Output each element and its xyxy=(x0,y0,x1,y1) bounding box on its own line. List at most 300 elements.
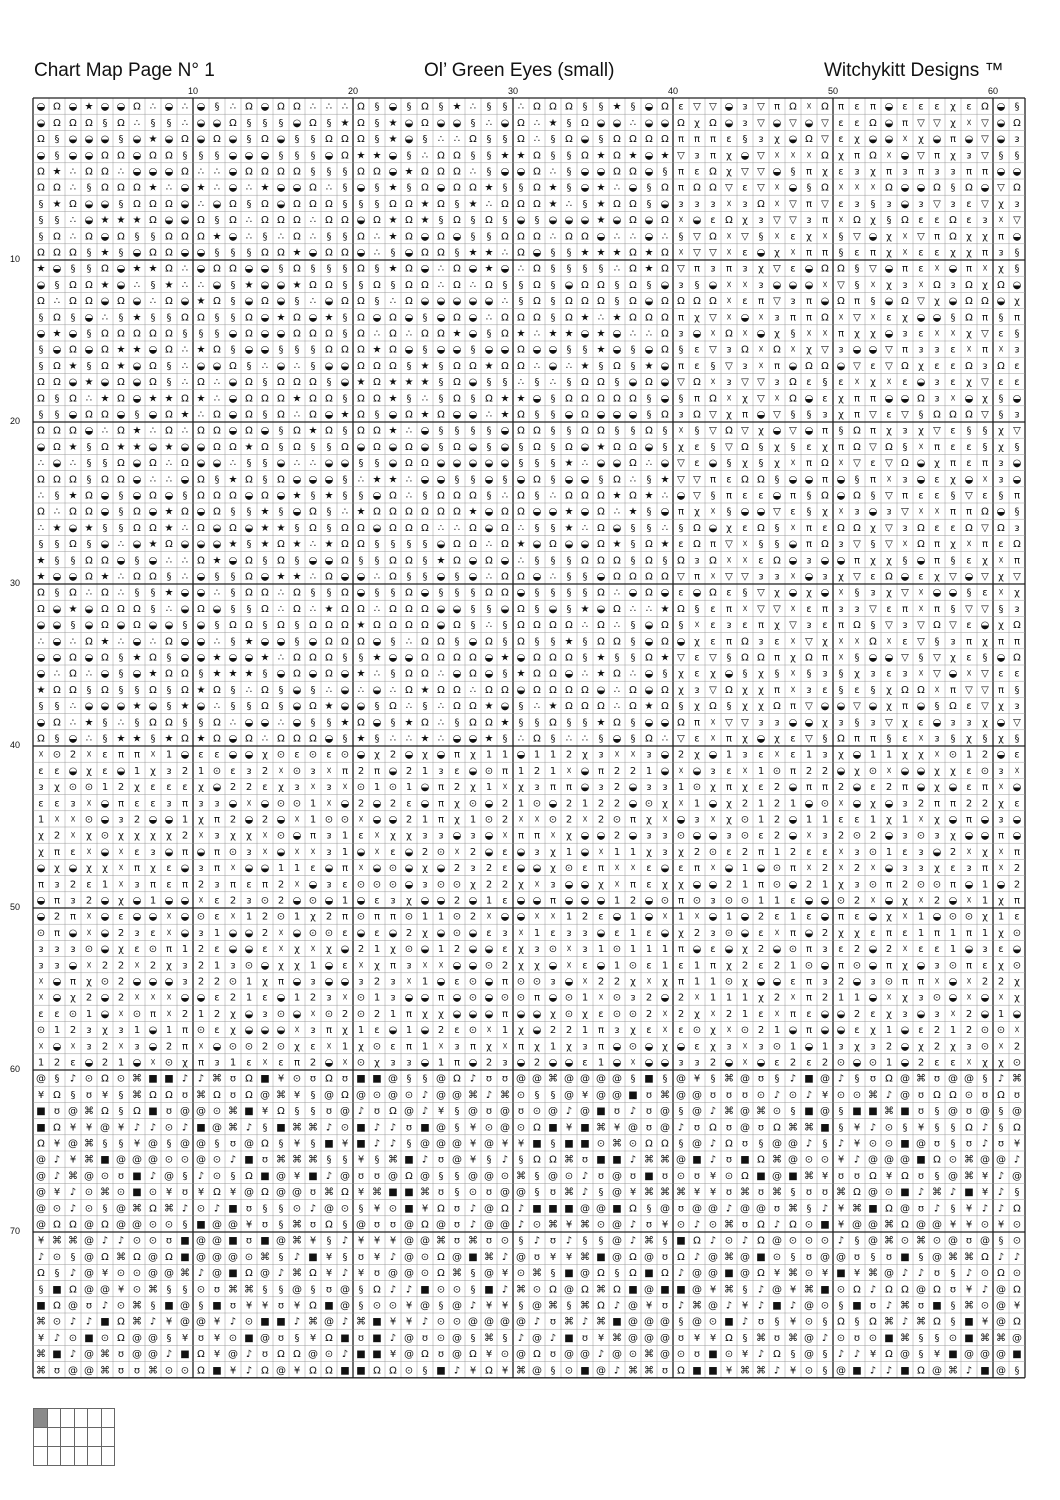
stitch-symbol: ♪ xyxy=(102,1300,108,1311)
stitch-symbol: ◒ xyxy=(133,912,142,923)
stitch-symbol: § xyxy=(999,1236,1004,1247)
stitch-symbol: ◒ xyxy=(517,652,526,663)
stitch-symbol: Ω xyxy=(245,571,253,582)
stitch-symbol: 2 xyxy=(534,1057,540,1068)
stitch-symbol: Ω xyxy=(53,1122,61,1133)
stitch-symbol: Ω xyxy=(325,652,333,663)
stitch-symbol: ★ xyxy=(229,539,238,550)
stitch-symbol: § xyxy=(999,409,1004,420)
stitch-symbol: ◒ xyxy=(645,1057,654,1068)
stitch-symbol: § xyxy=(151,231,156,242)
stitch-symbol: ◒ xyxy=(293,507,302,518)
stitch-symbol: χ xyxy=(678,442,684,453)
stitch-symbol: ◒ xyxy=(37,717,46,728)
stitch-symbol: ◒ xyxy=(405,118,414,129)
stitch-symbol: ☓ xyxy=(902,912,907,923)
stitch-symbol: ♪ xyxy=(758,1300,764,1311)
stitch-symbol: @ xyxy=(740,1106,750,1117)
stitch-symbol: ☓ xyxy=(310,782,315,793)
stitch-symbol: Ω xyxy=(53,685,61,696)
stitch-symbol: 2 xyxy=(550,1025,556,1036)
stitch-symbol: Ω xyxy=(37,377,45,388)
stitch-symbol: χ xyxy=(150,766,156,777)
stitch-symbol: ε xyxy=(950,426,955,437)
stitch-symbol: § xyxy=(455,1171,460,1182)
stitch-symbol: Ω xyxy=(373,166,381,177)
stitch-symbol: ᴈ xyxy=(710,766,715,777)
stitch-symbol: ⊙ xyxy=(341,1203,349,1214)
stitch-symbol: χ xyxy=(182,1057,188,1068)
stitch-symbol: π xyxy=(902,701,908,712)
stitch-symbol: ∴ xyxy=(38,636,44,647)
stitch-symbol: § xyxy=(215,620,220,631)
stitch-symbol: ◒ xyxy=(485,1009,494,1020)
stitch-symbol: Ω xyxy=(901,1219,909,1230)
stitch-symbol: ★ xyxy=(133,264,142,275)
stitch-symbol: ★ xyxy=(165,733,174,744)
stitch-symbol: ⊙ xyxy=(85,1074,93,1085)
stitch-symbol: § xyxy=(151,312,156,323)
stitch-symbol: Ω xyxy=(245,166,253,177)
stitch-symbol: § xyxy=(119,669,124,680)
stitch-symbol: @ xyxy=(356,1219,366,1230)
stitch-symbol: § xyxy=(103,523,108,534)
stitch-symbol: @ xyxy=(900,1090,910,1101)
stitch-symbol: § xyxy=(279,685,284,696)
stitch-symbol: ◒ xyxy=(517,474,526,485)
stitch-symbol: π xyxy=(950,507,956,518)
stitch-symbol: § xyxy=(871,620,876,631)
stitch-symbol: @ xyxy=(916,1138,926,1149)
stitch-symbol: ε xyxy=(966,555,971,566)
stitch-symbol: § xyxy=(327,717,332,728)
stitch-symbol: ∴ xyxy=(438,134,444,145)
stitch-symbol: π xyxy=(982,345,988,356)
stitch-symbol: ★ xyxy=(261,183,270,194)
stitch-symbol: ⊙ xyxy=(885,976,893,987)
stitch-symbol: ★ xyxy=(197,183,206,194)
stitch-symbol: ⊙ xyxy=(453,912,461,923)
stitch-symbol: § xyxy=(519,442,524,453)
stitch-symbol: Ω xyxy=(613,555,621,566)
stitch-symbol: 2 xyxy=(118,928,124,939)
stitch-symbol: @ xyxy=(644,1284,654,1295)
stitch-symbol: § xyxy=(935,1106,940,1117)
stitch-symbol: Ω xyxy=(533,474,541,485)
stitch-symbol: π xyxy=(982,166,988,177)
stitch-symbol: 2 xyxy=(278,879,284,890)
stitch-symbol: § xyxy=(455,1122,460,1133)
stitch-symbol: ◒ xyxy=(357,183,366,194)
stitch-symbol: χ xyxy=(822,636,828,647)
stitch-symbol: § xyxy=(551,409,556,420)
stitch-symbol: Ω xyxy=(293,166,301,177)
stitch-symbol: π xyxy=(822,215,828,226)
stitch-symbol: ♪ xyxy=(118,1236,124,1247)
stitch-symbol: ■ xyxy=(772,1300,781,1311)
stitch-symbol: ∴ xyxy=(630,669,636,680)
stitch-symbol: ◒ xyxy=(133,474,142,485)
stitch-symbol: ◒ xyxy=(293,1009,302,1020)
stitch-symbol: ◒ xyxy=(373,798,382,809)
stitch-symbol: @ xyxy=(772,1284,782,1295)
stitch-symbol: ⊙ xyxy=(629,1138,637,1149)
stitch-symbol: π xyxy=(598,863,604,874)
stitch-symbol: § xyxy=(551,442,556,453)
stitch-symbol: ◒ xyxy=(133,490,142,501)
stitch-symbol: Ω xyxy=(341,345,349,356)
stitch-symbol: ᴈ xyxy=(934,166,939,177)
stitch-symbol: Ω xyxy=(549,1284,557,1295)
stitch-symbol: § xyxy=(375,296,380,307)
stitch-symbol: ◒ xyxy=(181,863,190,874)
stitch-symbol: ∴ xyxy=(310,571,316,582)
stitch-symbol: ◒ xyxy=(69,328,78,339)
stitch-symbol: Ω xyxy=(389,199,397,210)
stitch-symbol: @ xyxy=(404,1349,414,1360)
stitch-symbol: Ω xyxy=(549,1155,557,1166)
stitch-symbol: 1 xyxy=(422,766,428,777)
stitch-symbol: @ xyxy=(532,1333,542,1344)
stitch-symbol: ◒ xyxy=(597,831,606,842)
stitch-symbol: ☓ xyxy=(646,976,651,987)
stitch-symbol: Ω xyxy=(213,733,221,744)
stitch-symbol: ᴈ xyxy=(534,944,539,955)
stitch-symbol: Ω xyxy=(245,620,253,631)
stitch-symbol: ■ xyxy=(676,1284,685,1295)
stitch-symbol: ☓ xyxy=(118,1009,123,1020)
stitch-symbol: Ω xyxy=(229,118,237,129)
stitch-symbol: ■ xyxy=(52,1284,61,1295)
stitch-symbol: χ xyxy=(742,944,748,955)
stitch-symbol: ᴈ xyxy=(854,879,859,890)
stitch-symbol: Ω xyxy=(373,442,381,453)
stitch-symbol: ◒ xyxy=(229,928,238,939)
stitch-symbol: ☓ xyxy=(710,571,715,582)
stitch-symbol: ■ xyxy=(868,1106,877,1117)
stitch-symbol: Ω xyxy=(1013,1122,1021,1133)
stitch-symbol: ⊙ xyxy=(549,814,557,825)
stitch-symbol: ◒ xyxy=(517,1057,526,1068)
stitch-symbol: ⊙ xyxy=(869,1057,877,1068)
stitch-symbol: ⊙ xyxy=(325,928,333,939)
stitch-symbol: ¥ xyxy=(822,1268,828,1279)
stitch-symbol: ◒ xyxy=(917,312,926,323)
stitch-symbol: § xyxy=(823,733,828,744)
stitch-symbol: 2 xyxy=(470,847,476,858)
stitch-symbol: § xyxy=(999,1122,1004,1133)
stitch-symbol: @ xyxy=(180,1300,190,1311)
stitch-symbol: ◒ xyxy=(389,442,398,453)
stitch-symbol: ᴈ xyxy=(710,928,715,939)
stitch-symbol: Ω xyxy=(725,1333,733,1344)
stitch-symbol: Ω xyxy=(373,215,381,226)
stitch-symbol: ◒ xyxy=(293,976,302,987)
stitch-symbol: ¥ xyxy=(614,1122,620,1133)
stitch-symbol: 1 xyxy=(310,960,316,971)
stitch-symbol: § xyxy=(775,1317,780,1328)
stitch-symbol: Ω xyxy=(581,118,589,129)
stitch-symbol: ⊙ xyxy=(421,1252,429,1263)
stitch-symbol: § xyxy=(551,458,556,469)
stitch-symbol: ◒ xyxy=(437,604,446,615)
stitch-symbol: π xyxy=(726,733,732,744)
stitch-symbol: Ω xyxy=(453,507,461,518)
stitch-symbol: ∴ xyxy=(614,264,620,275)
stitch-symbol: ◒ xyxy=(181,636,190,647)
stitch-symbol: Ω xyxy=(437,328,445,339)
stitch-symbol: π xyxy=(70,912,76,923)
page-map-cell xyxy=(87,1427,102,1447)
stitch-symbol: @ xyxy=(260,1090,270,1101)
stitch-symbol: ᴈ xyxy=(390,895,395,906)
stitch-symbol: χ xyxy=(774,458,780,469)
stitch-symbol: ⊙ xyxy=(741,831,749,842)
stitch-symbol: ∴ xyxy=(614,685,620,696)
stitch-symbol: ⊙ xyxy=(53,750,61,761)
stitch-symbol: Ω xyxy=(181,507,189,518)
stitch-symbol: Ω xyxy=(677,296,685,307)
stitch-symbol: ʊ xyxy=(998,1138,1004,1149)
stitch-symbol: § xyxy=(343,393,348,404)
stitch-symbol: ♪ xyxy=(54,1171,60,1182)
stitch-symbol: ε xyxy=(790,264,795,275)
stitch-symbol: ◒ xyxy=(885,652,894,663)
stitch-symbol: ʊ xyxy=(710,1090,716,1101)
stitch-symbol: χ xyxy=(758,669,764,680)
stitch-symbol: @ xyxy=(68,1300,78,1311)
stitch-symbol: 2 xyxy=(502,960,508,971)
stitch-symbol: ε xyxy=(70,847,75,858)
stitch-symbol: ☓ xyxy=(310,847,315,858)
stitch-symbol: Ω xyxy=(85,280,93,291)
stitch-symbol: 1 xyxy=(246,976,252,987)
stitch-symbol: ◒ xyxy=(997,118,1006,129)
stitch-symbol: ᴈ xyxy=(390,976,395,987)
stitch-symbol: ⌘ xyxy=(308,1155,318,1166)
stitch-symbol: ⌘ xyxy=(388,1155,398,1166)
stitch-symbol: ε xyxy=(694,458,699,469)
stitch-symbol: 1 xyxy=(486,782,492,793)
stitch-symbol: § xyxy=(839,231,844,242)
stitch-symbol: @ xyxy=(500,1106,510,1117)
stitch-symbol: @ xyxy=(644,1252,654,1263)
stitch-symbol: π xyxy=(390,912,396,923)
stitch-symbol: ᴈ xyxy=(822,750,827,761)
stitch-symbol: ◒ xyxy=(581,328,590,339)
stitch-symbol: Ω xyxy=(581,150,589,161)
stitch-symbol: 1 xyxy=(486,750,492,761)
stitch-symbol: Ω xyxy=(597,490,605,501)
stitch-symbol: § xyxy=(631,426,636,437)
stitch-symbol: Ω xyxy=(965,361,973,372)
stitch-symbol: ⊙ xyxy=(277,750,285,761)
stitch-symbol: π xyxy=(38,879,44,890)
stitch-symbol: 1 xyxy=(886,847,892,858)
stitch-symbol: Ω xyxy=(357,604,365,615)
stitch-symbol: Ω xyxy=(629,296,637,307)
stitch-symbol: ʊ xyxy=(422,1333,428,1344)
stitch-symbol: π xyxy=(326,1025,332,1036)
stitch-symbol: Ω xyxy=(837,264,845,275)
stitch-symbol: ◒ xyxy=(869,507,878,518)
stitch-symbol: ¥ xyxy=(982,1317,988,1328)
stitch-symbol: ᴈ xyxy=(918,847,923,858)
stitch-symbol: Ω xyxy=(645,555,653,566)
stitch-symbol: ε xyxy=(838,166,843,177)
stitch-symbol: χ xyxy=(854,669,860,680)
stitch-symbol: ¥ xyxy=(790,1365,796,1376)
stitch-symbol: 2 xyxy=(902,879,908,890)
stitch-symbol: ⊙ xyxy=(85,944,93,955)
stitch-symbol: ∴ xyxy=(438,264,444,275)
stitch-symbol: ☓ xyxy=(886,766,891,777)
stitch-symbol: 1 xyxy=(166,1025,172,1036)
stitch-symbol: ◒ xyxy=(357,895,366,906)
stitch-symbol: ■ xyxy=(804,1074,813,1085)
stitch-symbol: ★ xyxy=(101,393,110,404)
stitch-symbol: ʊ xyxy=(582,1333,588,1344)
stitch-symbol: ⊙ xyxy=(789,1236,797,1247)
stitch-symbol: ⌘ xyxy=(292,1219,302,1230)
stitch-symbol: § xyxy=(407,393,412,404)
stitch-symbol: ⊙ xyxy=(741,814,749,825)
stitch-symbol: ◒ xyxy=(197,620,206,631)
stitch-symbol: ¥ xyxy=(630,1187,636,1198)
stitch-symbol: ʊ xyxy=(182,1090,188,1101)
stitch-symbol: ⊙ xyxy=(373,1090,381,1101)
stitch-symbol: Ω xyxy=(421,523,429,534)
stitch-symbol: ♪ xyxy=(70,1203,76,1214)
stitch-symbol: ⌘ xyxy=(692,1300,702,1311)
stitch-symbol: Ω xyxy=(325,199,333,210)
stitch-symbol: 2 xyxy=(486,879,492,890)
stitch-symbol: π xyxy=(870,733,876,744)
stitch-symbol: Ω xyxy=(565,102,573,113)
stitch-symbol: π xyxy=(934,555,940,566)
stitch-symbol: ⊙ xyxy=(677,831,685,842)
stitch-symbol: π xyxy=(726,782,732,793)
stitch-symbol: π xyxy=(518,1041,524,1052)
stitch-symbol: π xyxy=(598,1025,604,1036)
stitch-symbol: @ xyxy=(452,1138,462,1149)
stitch-symbol: @ xyxy=(148,1138,158,1149)
stitch-symbol: § xyxy=(871,296,876,307)
stitch-symbol: @ xyxy=(900,1074,910,1085)
stitch-symbol: ◒ xyxy=(101,895,110,906)
stitch-symbol: ★ xyxy=(565,328,574,339)
stitch-symbol: ⊙ xyxy=(933,879,941,890)
stitch-symbol: ʊ xyxy=(918,1090,924,1101)
stitch-symbol: ■ xyxy=(52,1349,61,1360)
stitch-symbol: 2 xyxy=(1014,863,1020,874)
stitch-symbol: ◒ xyxy=(181,912,190,923)
stitch-symbol: ⊙ xyxy=(309,928,317,939)
stitch-symbol: § xyxy=(263,231,268,242)
stitch-symbol: ◒ xyxy=(965,879,974,890)
stitch-symbol: ∴ xyxy=(150,426,156,437)
stitch-symbol: ◒ xyxy=(549,1057,558,1068)
stitch-symbol: ⊙ xyxy=(357,1057,365,1068)
stitch-symbol: χ xyxy=(694,636,700,647)
stitch-symbol: § xyxy=(583,571,588,582)
stitch-symbol: ◒ xyxy=(997,717,1006,728)
stitch-symbol: ʊ xyxy=(86,1300,92,1311)
stitch-symbol: ▽ xyxy=(725,717,733,728)
stitch-symbol: ■ xyxy=(532,1203,541,1214)
stitch-symbol: 2 xyxy=(566,798,572,809)
stitch-symbol: ⌘ xyxy=(132,1300,142,1311)
stitch-symbol: § xyxy=(375,733,380,744)
stitch-symbol: ∴ xyxy=(198,199,204,210)
stitch-symbol: ⊙ xyxy=(517,1090,525,1101)
stitch-symbol: Ω xyxy=(197,523,205,534)
stitch-symbol: ♪ xyxy=(518,1203,524,1214)
stitch-symbol: ◒ xyxy=(997,507,1006,518)
stitch-symbol: 1 xyxy=(422,912,428,923)
stitch-symbol: ☓ xyxy=(774,150,779,161)
stitch-symbol: ♪ xyxy=(422,1155,428,1166)
stitch-symbol: ∴ xyxy=(374,247,380,258)
stitch-symbol: ★ xyxy=(181,701,190,712)
stitch-symbol: Ω xyxy=(405,280,413,291)
stitch-symbol: ◒ xyxy=(885,328,894,339)
stitch-symbol: ★ xyxy=(517,328,526,339)
stitch-symbol: ★ xyxy=(69,490,78,501)
stitch-symbol: 1 xyxy=(902,814,908,825)
stitch-symbol: χ xyxy=(998,798,1004,809)
stitch-symbol: Ω xyxy=(709,555,717,566)
stitch-symbol: ⌘ xyxy=(724,1219,734,1230)
stitch-symbol: 2 xyxy=(438,1025,444,1036)
stitch-symbol: Ω xyxy=(437,1252,445,1263)
stitch-symbol: ▽ xyxy=(869,442,877,453)
stitch-symbol: ◒ xyxy=(101,539,110,550)
stitch-symbol: ◒ xyxy=(581,134,590,145)
stitch-symbol: ⌘ xyxy=(756,1365,766,1376)
stitch-symbol: § xyxy=(55,409,60,420)
stitch-symbol: π xyxy=(710,134,716,145)
stitch-symbol: § xyxy=(1015,685,1020,696)
stitch-symbol: ¥ xyxy=(470,1365,476,1376)
stitch-symbol: ∴ xyxy=(310,231,316,242)
stitch-symbol: ◒ xyxy=(565,895,574,906)
stitch-symbol: ε xyxy=(934,215,939,226)
stitch-symbol: ◒ xyxy=(901,571,910,582)
stitch-symbol: ⌘ xyxy=(100,1349,110,1360)
stitch-symbol: ■ xyxy=(36,1106,45,1117)
stitch-symbol: @ xyxy=(68,1365,78,1376)
stitch-symbol: ⊙ xyxy=(437,1333,445,1344)
stitch-symbol: ε xyxy=(822,523,827,534)
stitch-symbol: Ω xyxy=(293,328,301,339)
stitch-symbol: ∴ xyxy=(150,102,156,113)
stitch-symbol: Ω xyxy=(389,604,397,615)
stitch-symbol: @ xyxy=(836,1252,846,1263)
stitch-symbol: ★ xyxy=(501,150,510,161)
stitch-symbol: § xyxy=(151,733,156,744)
stitch-symbol: § xyxy=(423,571,428,582)
stitch-symbol: ◒ xyxy=(949,296,958,307)
stitch-symbol: ◒ xyxy=(501,604,510,615)
stitch-symbol: ε xyxy=(374,928,379,939)
stitch-symbol: ◒ xyxy=(213,199,222,210)
stitch-symbol: ◒ xyxy=(149,1025,158,1036)
stitch-symbol: ◒ xyxy=(901,199,910,210)
stitch-symbol: § xyxy=(279,1252,284,1263)
stitch-symbol: ◒ xyxy=(549,345,558,356)
stitch-symbol: 2 xyxy=(454,863,460,874)
